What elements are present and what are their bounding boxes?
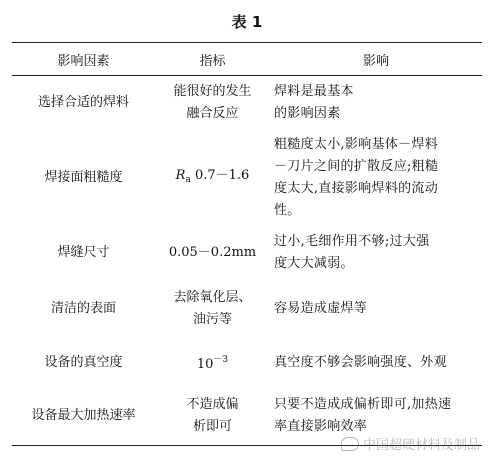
impact-line: －刀片之间的扩散反应;粗糙 xyxy=(274,158,439,174)
index-line: 析即可 xyxy=(192,419,232,435)
index-cell xyxy=(155,338,270,388)
table-header-row xyxy=(12,43,482,76)
index-cell xyxy=(155,76,270,130)
vacuum-base: 10 xyxy=(196,357,214,372)
impact-cell xyxy=(270,338,482,388)
factor-cell: 设备的真空度 xyxy=(44,354,123,370)
impact-line: 粗糙度太小,影响基体－焊料 xyxy=(274,136,439,152)
index-line: 不造成偏 xyxy=(186,397,239,413)
impact-line: 只要不造成成偏析即可,加热速 xyxy=(274,397,452,413)
table-caption: 表 1 xyxy=(231,13,263,31)
index-cell xyxy=(155,388,270,446)
impact-line: 真空度不够会影响强度、外观 xyxy=(274,354,447,370)
impact-line: 度太大,直接影响焊料的流动 xyxy=(274,180,439,196)
factor-cell: 焊接面粗糙度 xyxy=(44,169,123,185)
index-line: 能很好的发生 xyxy=(173,83,252,99)
index-line: 去除氧化层、 xyxy=(173,289,252,305)
impact-cell xyxy=(270,130,482,226)
factor-cell: 清洁的表面 xyxy=(50,300,116,316)
table-row xyxy=(12,226,482,280)
roughness-range: 0.7－1.6 xyxy=(194,167,250,183)
watermark-text: 中国超硬材料及制品 xyxy=(362,438,480,453)
impact-line: 率直接影响效率 xyxy=(274,419,368,435)
impact-line: 度大大减弱。 xyxy=(274,255,354,271)
index-cell xyxy=(155,130,270,226)
index-cell xyxy=(155,280,270,338)
index-line: 融合反应 xyxy=(186,105,239,121)
impact-cell xyxy=(270,226,482,280)
roughness-symbol: R xyxy=(175,167,186,183)
watermark xyxy=(341,434,480,453)
factor-cell: 选择合适的焊料 xyxy=(37,94,129,110)
table-row xyxy=(12,76,482,130)
header-impact: 影响 xyxy=(362,53,389,69)
influence-factors-table xyxy=(12,42,482,446)
wechat-icon xyxy=(341,437,359,451)
table-row xyxy=(12,280,482,338)
index-cell: 0.05－0.2mm xyxy=(168,244,257,260)
vacuum-exponent: －3 xyxy=(213,355,229,365)
impact-line: 容易造成虚焊等 xyxy=(274,300,368,316)
impact-cell xyxy=(270,280,482,338)
impact-line: 焊料是最基本 xyxy=(274,83,354,99)
header-factor: 影响因素 xyxy=(57,53,110,69)
impact-line: 的影响因素 xyxy=(274,105,341,121)
impact-line: 性。 xyxy=(274,202,301,218)
impact-cell xyxy=(270,76,482,130)
table-row xyxy=(12,338,482,388)
table-row xyxy=(12,130,482,226)
impact-line: 过小,毛细作用不够;过大强 xyxy=(274,233,430,249)
factor-cell: 焊缝尺寸 xyxy=(57,244,110,260)
header-index: 指标 xyxy=(199,53,226,69)
index-line: 油污等 xyxy=(192,311,232,327)
roughness-subscript: a xyxy=(185,174,191,185)
factor-cell: 设备最大加热速率 xyxy=(31,408,136,424)
